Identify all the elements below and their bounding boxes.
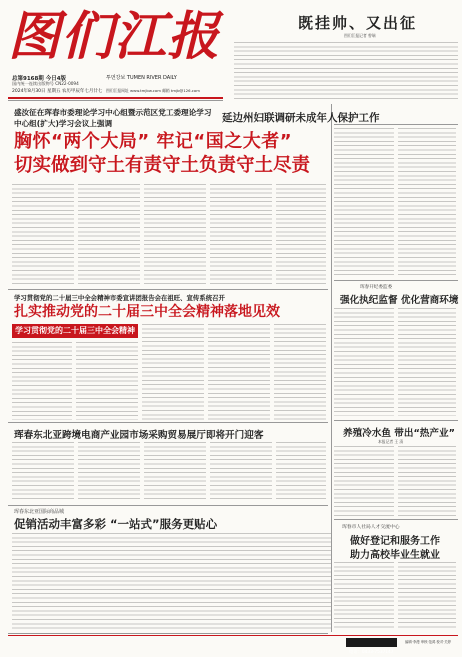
third-body-col-1 xyxy=(12,442,74,502)
second-banner xyxy=(12,324,138,338)
lead-headline-1: 胸怀“两个大局” 牢记“国之大者” xyxy=(14,131,293,152)
lead-body-col-4 xyxy=(210,184,272,284)
right-headline-1: 延边州妇联调研未成年人保护工作 xyxy=(222,112,380,124)
right4-body-b xyxy=(398,562,456,630)
footer-staff: 编辑·李漫 审核·范鸿 校对·关婷 xyxy=(405,640,452,644)
fourth-body-col-1 xyxy=(12,533,332,630)
right-rule-4 xyxy=(334,519,458,520)
publication-codes: 国内统一连续出版物号 CN22-0094 xyxy=(12,81,79,86)
footer-rule xyxy=(8,635,458,636)
third-body-col-2 xyxy=(78,442,140,502)
masthead-rule xyxy=(8,97,223,99)
masthead-rule-thin xyxy=(8,100,223,101)
newspaper-logo: 图们江报 xyxy=(8,6,221,67)
second-kicker: 学习贯彻党的二十届三中全会精神市委宣讲团报告会在祖旺、宣传系统召开 xyxy=(14,294,225,302)
second-body-col-1 xyxy=(12,342,72,420)
lead-body-col-5 xyxy=(276,184,326,284)
korean-title: 투먼강보 TUMEN RIVER DAILY xyxy=(106,75,177,81)
editorial-title: 既挂帅、又出征 xyxy=(298,14,418,32)
right-column-rule xyxy=(331,104,332,632)
right3-body-a xyxy=(334,446,394,516)
lead-body-col-1 xyxy=(12,184,74,284)
third-body-col-5 xyxy=(276,442,326,502)
second-body-col-3 xyxy=(142,324,204,420)
fourth-headline: 促销活动丰富多彩 “一站式”服务更贴心 xyxy=(14,517,218,531)
lead-kicker-2: 中心组(扩大)学习会议上强调 xyxy=(14,119,113,128)
right-sub-kicker: 珲春开纪委监委 xyxy=(360,285,393,290)
editorial-author: 图们江报记者 曾瑞 xyxy=(344,33,376,38)
right-rule-2 xyxy=(334,280,458,281)
third-headline: 珲春东北亚跨境电商产业园市场采购贸易展厅即将开门迎客 xyxy=(14,430,264,441)
second-body-col-2 xyxy=(76,342,138,420)
third-body-col-4 xyxy=(210,442,272,502)
editorial-body xyxy=(234,42,458,100)
right-headline-3: 养殖冷水鱼 带出“热产业” xyxy=(343,428,455,439)
divider-2 xyxy=(8,422,328,423)
divider-3 xyxy=(8,505,328,506)
footer-tel-text: 电话：0433-7537147 xyxy=(349,650,394,655)
right2-body-a xyxy=(334,308,394,416)
right1-body-b xyxy=(398,128,456,276)
issue-date: 2024年8月30日 星期五 农历甲辰年七月廿七 xyxy=(12,89,103,94)
right-headline-2: 强化执纪监督 优化营商环境 xyxy=(340,295,459,306)
right-headline-4a: 做好登记和服务工作 xyxy=(350,536,440,547)
third-body-col-3 xyxy=(144,442,206,502)
bottom-divider xyxy=(8,633,328,634)
right-headline-4-kicker: 珲春市人社局人才交流中心 xyxy=(342,525,400,530)
right-rule-3 xyxy=(334,420,458,421)
second-body-col-4 xyxy=(208,324,270,420)
fourth-kicker: 珲春东北亚国际商品城 xyxy=(14,509,65,515)
right-headline-4b: 助力高校毕业生就业 xyxy=(350,550,440,561)
footer-tel xyxy=(346,638,397,655)
web-info: 图们江报网址 www.tmjbw.com 邮箱 tmjb@126.com xyxy=(106,88,200,93)
divider-1 xyxy=(8,289,328,290)
right1-body-a xyxy=(334,128,394,276)
lead-body-col-2 xyxy=(78,184,140,284)
right-headline-3-author: 本报记者 王 清 xyxy=(378,439,404,444)
masthead xyxy=(8,6,458,102)
second-body-col-5 xyxy=(274,324,326,420)
lead-headline-2: 切实做到守土有责守土负责守土尽责 xyxy=(14,155,311,176)
right4-body-a xyxy=(334,562,394,630)
lead-body-col-3 xyxy=(144,184,206,284)
lead-kicker-1: 盛汝征在珲春市委理论学习中心组暨示范区党工委理论学习 xyxy=(14,108,212,117)
right-rule-1 xyxy=(334,124,458,125)
second-headline: 扎实推动党的二十届三中全会精神落地见效 xyxy=(14,304,280,320)
right3-body-b xyxy=(398,446,456,516)
second-banner-text: 学习贯彻党的二十届三中全会精神 xyxy=(15,326,135,335)
issue-number: 总第9168期 今日4版 xyxy=(12,76,67,82)
right2-body-b xyxy=(398,308,456,416)
